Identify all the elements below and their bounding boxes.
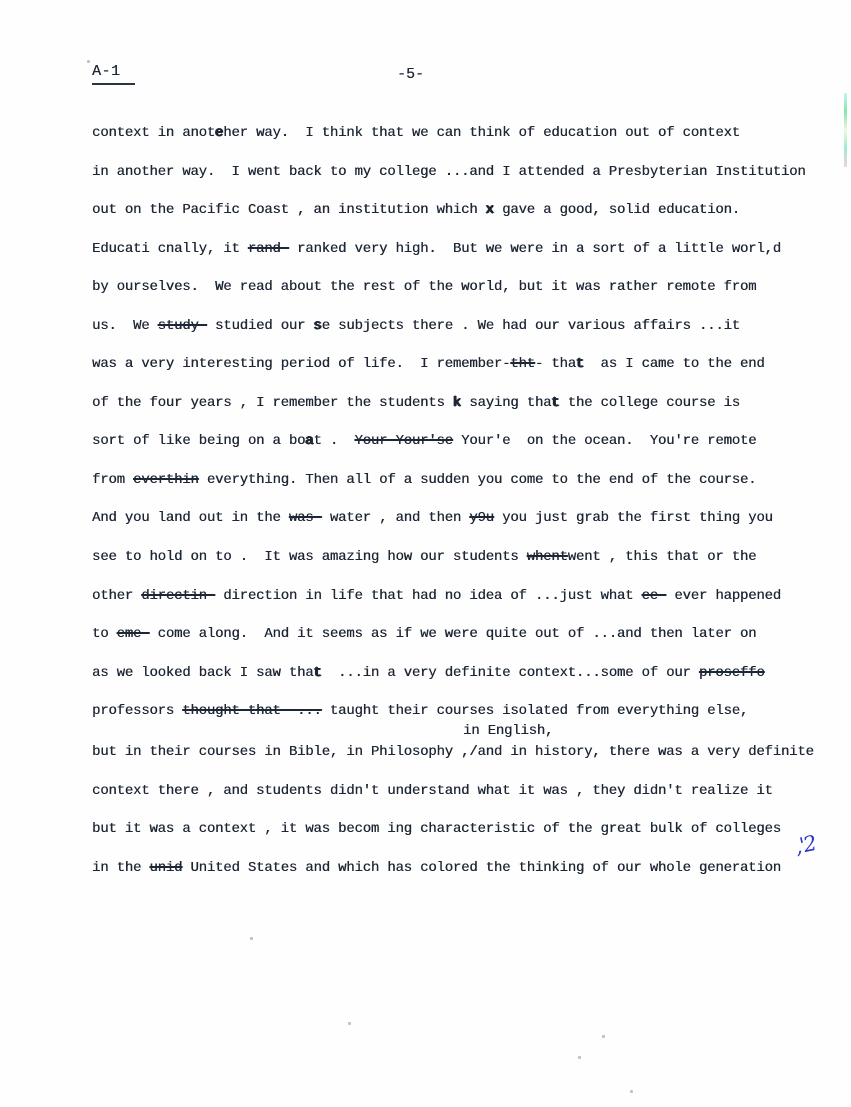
struck-text: tht [510,356,535,373]
struck-text: y9u [469,510,494,527]
text-line [92,861,822,900]
scan-speck [250,937,253,940]
text-segment: from [92,471,134,488]
text-segment: And you land out in the [92,510,289,527]
text-segment: in English, [463,723,554,740]
document-body [92,126,822,899]
text-segment: United States and which has colored the thinking of our whole generation [182,859,781,876]
text-line [92,511,822,550]
text-line [92,550,822,589]
text-segment: ranked very high. But we were in a sort of a little worl,d [288,240,781,257]
text-segment: but in their courses in Bible, in Philosophy ,/and in history, there was a very definite [92,744,814,761]
struck-text: was- [288,510,322,527]
overstruck-char: e [215,125,224,141]
text-line [92,704,822,724]
text-segment: in the [92,859,150,876]
struck-text: proseffo [698,664,765,681]
struck-text: Your-Your'se [354,433,453,450]
text-line [92,165,822,204]
text-segment: you just grab the first thing you [493,510,773,527]
text-line [92,724,822,745]
text-line [92,822,822,861]
text-segment: of the four years , I remember the students [92,394,453,411]
text-segment: - tha [534,356,576,373]
text-segment: as we looked back I saw tha [92,664,314,681]
text-segment: ...in a very definite context...some of our [321,664,699,681]
text-line [92,203,822,242]
struck-text: everthin [133,471,199,488]
text-line [92,319,822,358]
text-segment: Educati cnally, it [92,240,248,257]
text-segment: as I came to the end [584,356,765,373]
text-segment: studied our [206,317,314,334]
text-segment: e subjects there . We had our various affairs ...it [321,317,740,334]
text-segment: but it was a context , it was becom ing characteristic of the great bulk of colleges [92,821,781,838]
text-segment: went , this that or the [567,549,757,566]
text-segment: in another way. I went back to my college ...and I attended a Presbyterian Institution [92,163,806,180]
text-segment: Your'e on the ocean. You're remote [452,433,757,450]
text-segment: the college course is [559,394,740,411]
scan-speck [630,1090,633,1093]
text-segment: direction in life that had no idea of ...just what [215,587,642,604]
struck-text: thought that -... [182,703,322,720]
text-line [92,396,822,435]
overstruck-char: t [551,394,560,411]
text-line [92,666,822,705]
struck-text: directin- [141,587,216,604]
scan-speck [602,1035,605,1038]
text-line [92,473,822,512]
scan-speck [578,1056,581,1059]
text-line [92,126,822,165]
struck-text: unid [149,859,183,876]
struck-text: rand- [247,240,289,257]
text-line [92,434,822,473]
text-segment: her way. I think that we can think of education out of context [223,125,740,141]
text-segment: taught their courses isolated from everything else, [321,703,749,720]
struck-text: eme- [116,626,150,643]
overstruck-char: k [452,394,462,411]
text-segment: see to hold on to . It was amazing how our students [92,549,527,566]
text-line [92,589,822,628]
text-segment: everything. Then all of a sudden you come to the end of the course. [198,471,757,488]
text-segment: context there , and students didn't understand what it was , they didn't realize it [92,782,773,799]
text-segment: saying tha [461,394,552,411]
text-segment: gave a good, solid education. [493,202,740,219]
text-segment: water , and then [321,510,470,527]
text-segment: t . [313,433,355,450]
struck-text: study- [157,317,207,334]
struck-text: ee- [641,587,667,604]
text-segment: other [92,587,142,604]
text-line [92,784,822,823]
text-line [92,745,822,784]
document-id-label: A-1 [92,63,135,85]
struck-text: whent [526,549,568,566]
text-segment: to [92,626,117,643]
text-segment: context in anot [92,125,216,141]
text-line [92,280,822,319]
scan-artifact-line [844,93,847,167]
text-segment: us. We [92,317,158,334]
scan-speck [87,60,90,63]
text-line [92,242,822,281]
handwritten-annotation: ,'2 [792,831,818,859]
text-segment: professors [92,703,183,720]
overstruck-char: t [575,356,585,373]
text-line [92,357,822,396]
text-segment: come along. And it seems as if we were quite out of ...and then later on [149,626,757,643]
text-segment: ever happened [666,587,781,604]
overstruck-char: x [485,202,494,219]
text-segment: sort of like being on a bo [92,433,306,450]
overstruck-char: t [313,664,322,681]
text-segment: was a very interesting period of life. I remember- [92,356,511,373]
text-line [92,627,822,666]
scan-speck [348,1022,351,1025]
overstruck-char: a [305,433,314,450]
text-segment: by ourselves. We read about the rest of the world, but it was rather remote from [92,279,757,296]
overstruck-char: s [313,317,322,334]
text-segment: out on the Pacific Coast , an institution which [92,202,486,219]
page-number: -5- [397,66,425,83]
